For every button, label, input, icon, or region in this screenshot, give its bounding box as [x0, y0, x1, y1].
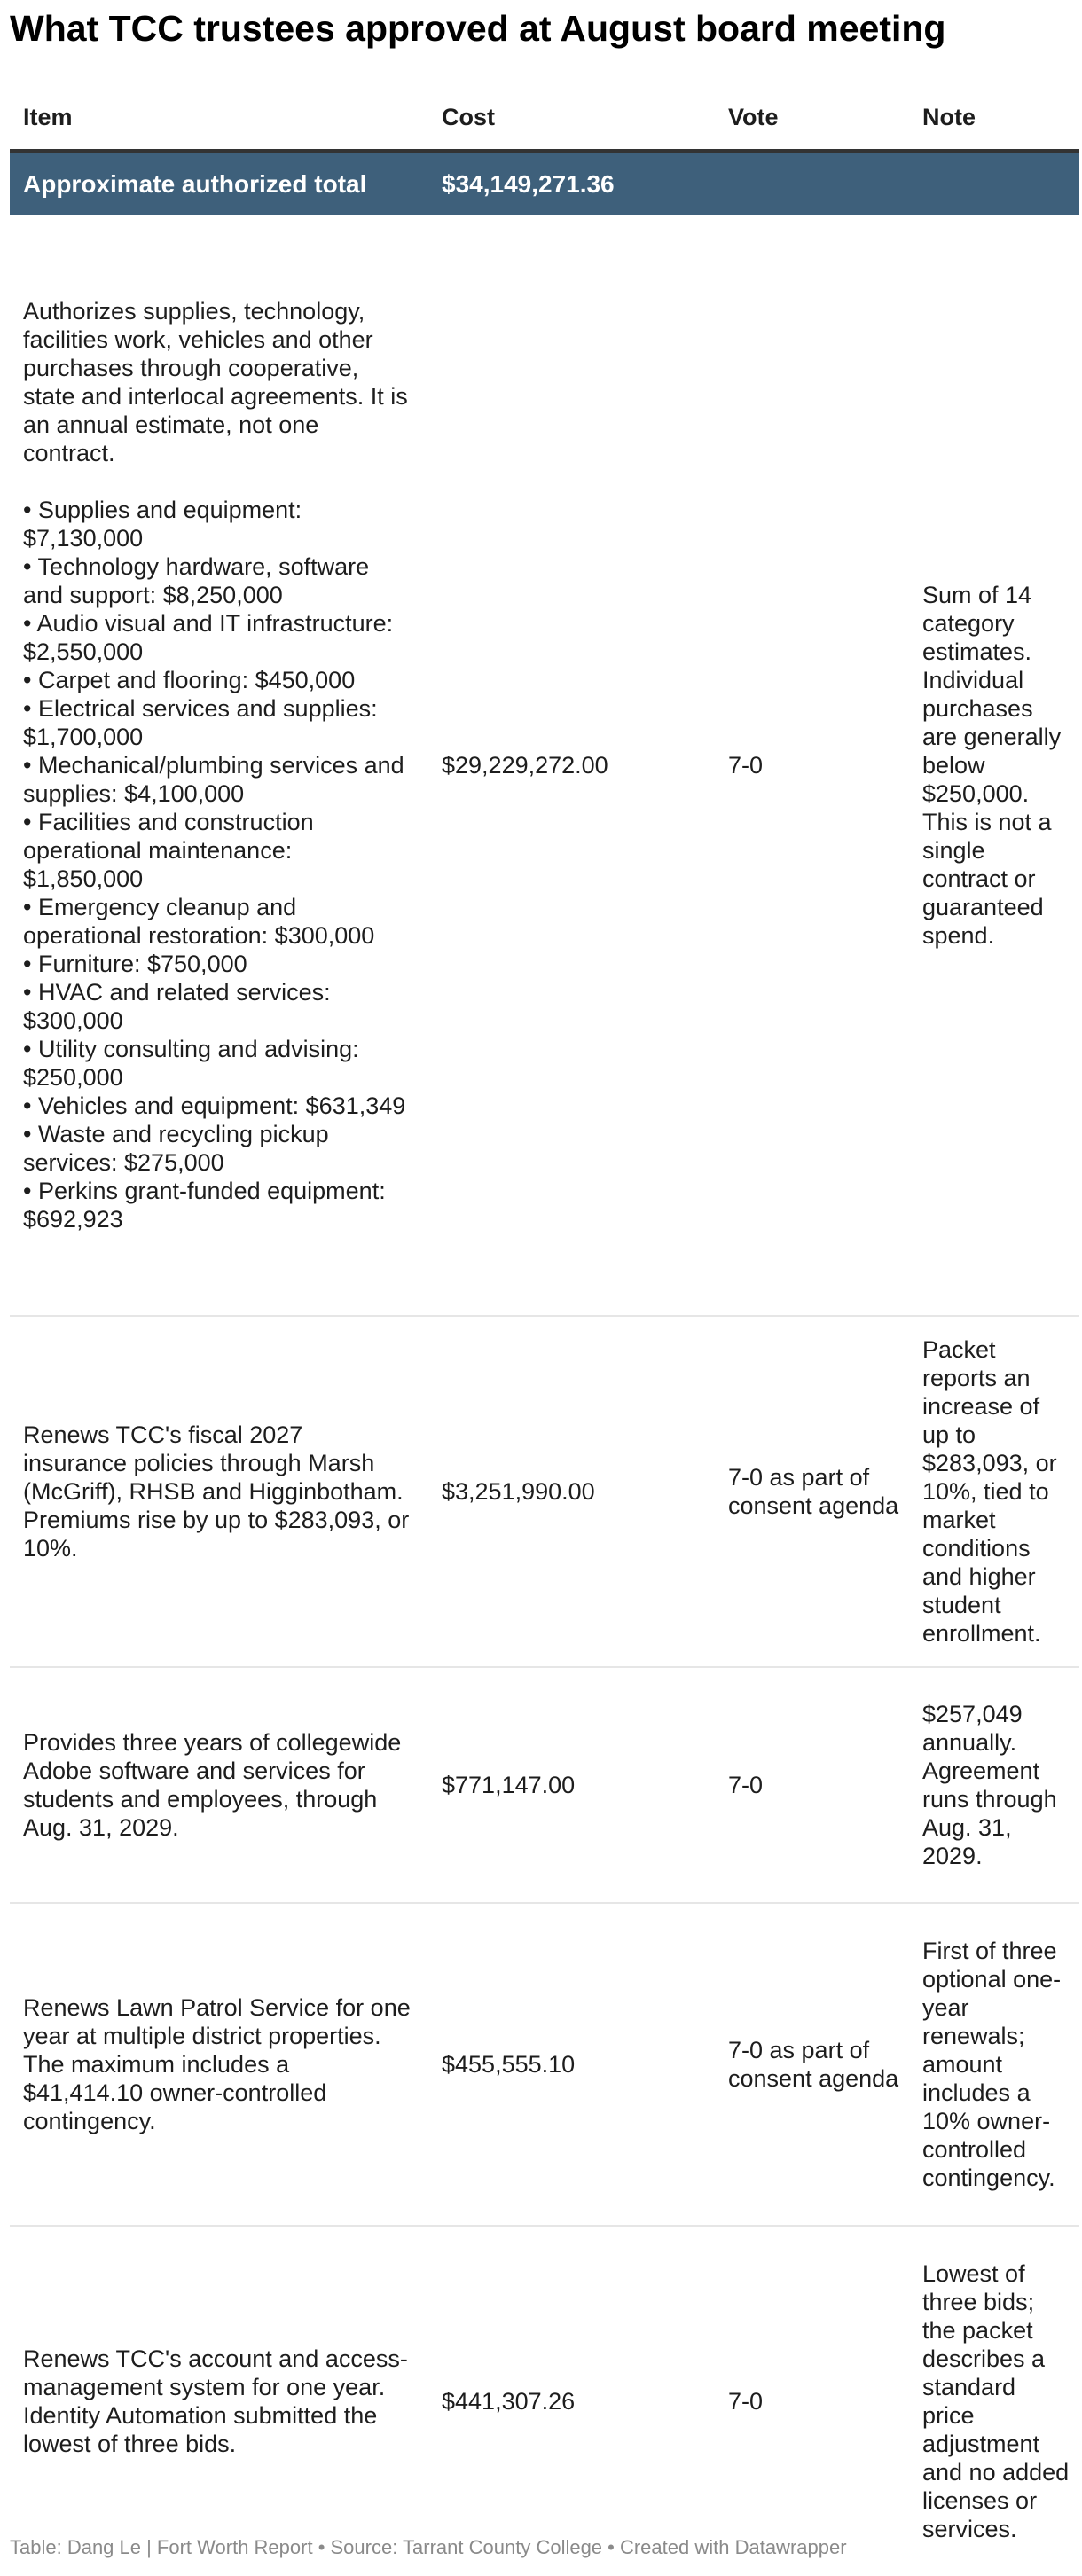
table-header	[10, 84, 1079, 151]
total-note	[909, 151, 1079, 215]
row-vote: 7-0	[715, 215, 909, 1316]
table-footer-credits: Table: Dang Le | Fort Worth Report • Source: Tarrant County College • Created with Datawrapper	[10, 2536, 847, 2558]
row-note: Sum of 14 category estimates. Individual purchases are generally below $250,000. This is not a single contract or guaranteed spend.	[909, 215, 1079, 1316]
row-vote: 7-0 as part of consent agenda	[715, 1316, 909, 1667]
row-cost: $441,307.26	[442, 2388, 576, 2415]
row-item: Renews TCC's fiscal 2027 insurance policies through Marsh (McGriff), RHSB and Higginbotham. Premiums rise by up to $283,093, or 10%.	[10, 1316, 428, 1667]
row-item: Authorizes supplies, technology, facilities work, vehicles and other purchases through cooperative, state and interlocal agreements. It is an annual estimate, not one contract. • Supplies and equipment: $7,130,000 • Technology hardware, software and support: $8,250,000 • Audio visual and IT infrastructure: $2,550,000 • Carpet and flooring: $450,000 • Electrical services and supplies: $1,700,000 • Mechanical/plumbing services and supplies: $4,100,000 • Facilities and construction operational maintenance: $1,850,000 • Emergency cleanup and operational restoration: $300,000 • Furniture: $750,000 • HVAC and related services: $300,000 • Utility consulting and advising: $250,000 • Vehicles and equipment: $631,349 • Waste and recycling pickup services: $275,000 • Perkins grant-funded equipment: $692,923	[10, 215, 428, 1316]
row-cost: $771,147.00	[428, 1667, 715, 1903]
row-vote: 7-0	[728, 2388, 764, 2415]
table-body	[10, 151, 1079, 2576]
row-cost: $29,229,272.00	[428, 215, 715, 1316]
table-row	[10, 1667, 1079, 1903]
table-title: What TCC trustees approved at August board meeting	[10, 8, 946, 49]
table-row	[10, 1316, 1079, 1667]
row-vote: 7-0	[715, 1667, 909, 1903]
column-header-item[interactable]: Item	[10, 84, 428, 151]
row-note: $257,049 annually. Agreement runs through Aug. 31, 2029.	[909, 1667, 1079, 1903]
row-item: Renews TCC's account and access-management system for one year. Identity Automation submitted the lowest of three bids.	[23, 2345, 408, 2457]
row-note: Lowest of three bids; the packet describes a standard price adjustment and no added licenses or services.	[922, 2260, 1070, 2542]
column-header-note[interactable]: Note	[909, 84, 1079, 151]
table-row	[10, 2226, 1079, 2576]
row-note: Packet reports an increase of up to $283,093, or 10%, tied to market conditions and higher student enrollment.	[909, 1316, 1079, 1667]
total-vote	[715, 151, 909, 215]
row-cost: $455,555.10	[428, 1903, 715, 2226]
data-table	[10, 84, 1079, 2576]
row-note: First of three optional one-year renewals; amount includes a 10% owner-controlled contingency.	[909, 1903, 1079, 2226]
row-cost: $3,251,990.00	[428, 1316, 715, 1667]
total-cost: $34,149,271.36	[428, 151, 715, 215]
column-header-vote[interactable]: Vote	[715, 84, 909, 151]
table-row	[10, 215, 1079, 1316]
row-item: Provides three years of collegewide Adobe software and services for students and employees, through Aug. 31, 2029.	[10, 1667, 428, 1903]
row-item: Renews Lawn Patrol Service for one year at multiple district properties. The maximum includes a $41,414.10 owner-controlled contingency.	[10, 1903, 428, 2226]
table-row	[10, 1903, 1079, 2226]
header-row	[10, 84, 1079, 151]
column-header-cost[interactable]: Cost	[428, 84, 715, 151]
total-row	[10, 151, 1079, 215]
row-vote: 7-0 as part of consent agenda	[715, 1903, 909, 2226]
total-item: Approximate authorized total	[10, 151, 428, 215]
